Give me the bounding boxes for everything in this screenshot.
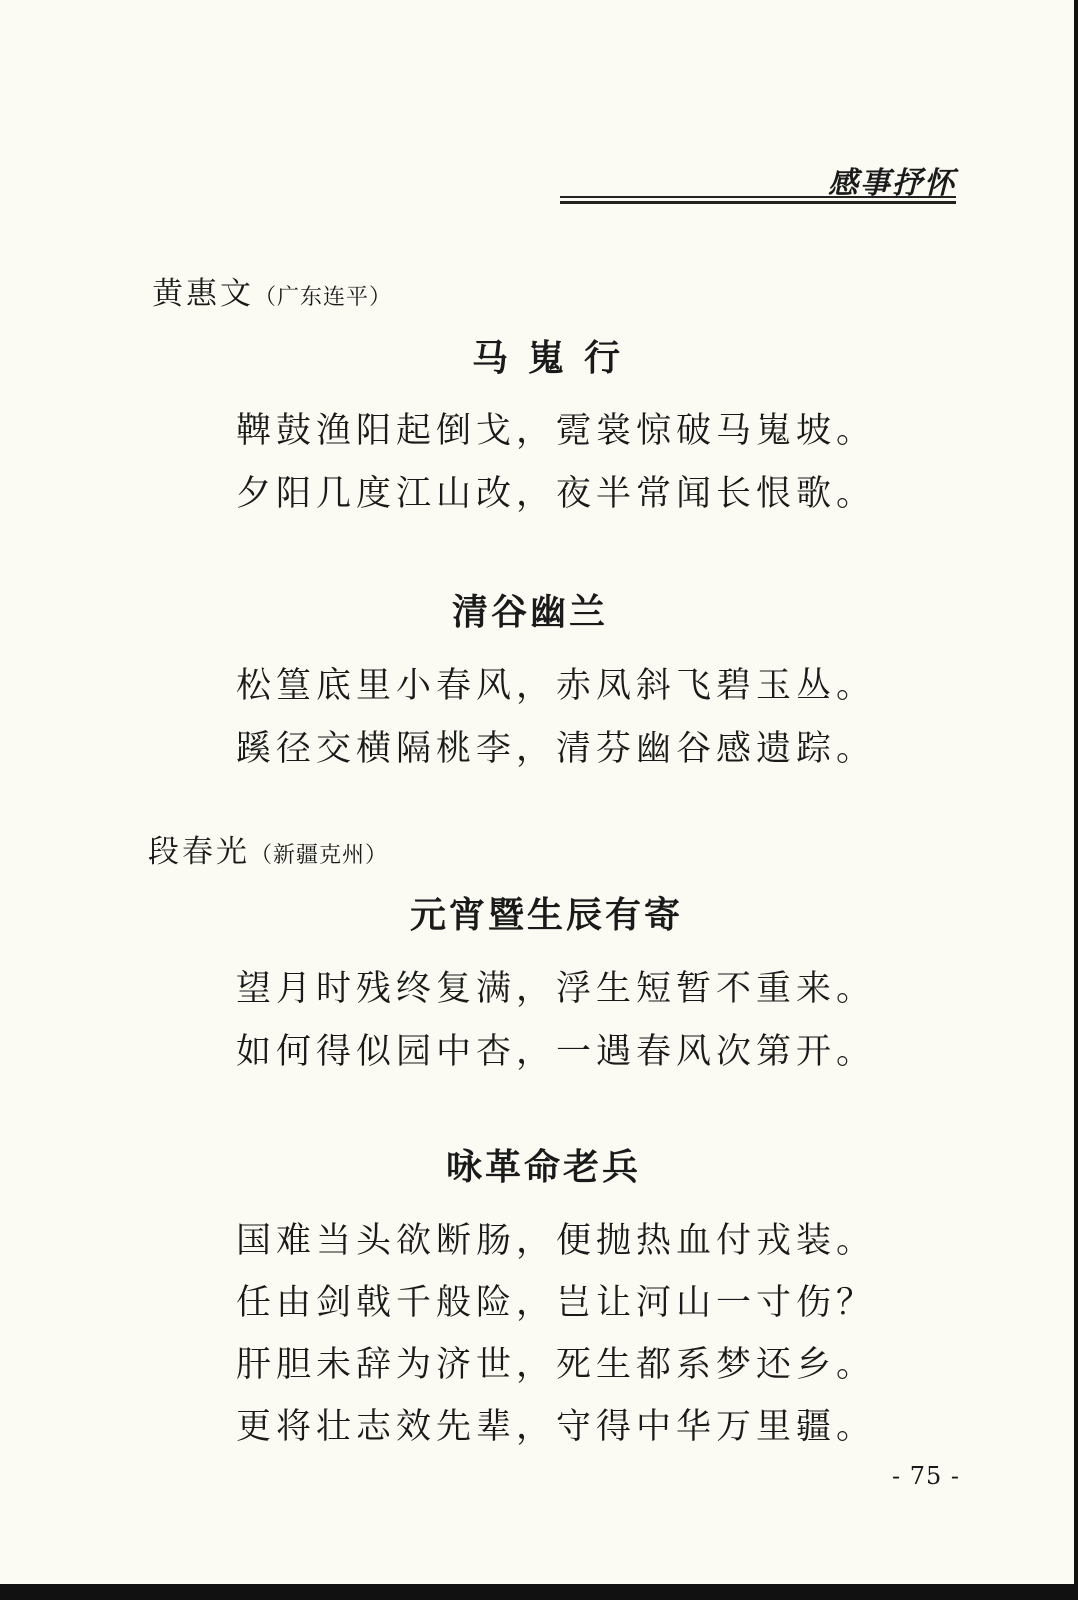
poem-line: 更将壮志效先辈，守得中华万里疆。: [236, 1407, 877, 1447]
poem-line: 肝胆未辞为济世，死生都系梦还乡。: [236, 1345, 877, 1385]
header-rule: [560, 196, 956, 198]
poem-line: 夕阳几度江山改，夜半常闻长恨歌。: [236, 474, 877, 514]
poem-line: 松篁底里小春风，赤凤斜飞碧玉丛。: [236, 666, 877, 706]
poet-name: 段春光: [148, 834, 250, 870]
header-rule-thick: [560, 201, 956, 204]
poem-line: 任由剑戟千般险，岂让河山一寸伤？: [236, 1283, 877, 1323]
poem-line: 国难当头欲断肠，便抛热血付戎装。: [236, 1221, 877, 1261]
page-number: - 75 -: [892, 1462, 961, 1490]
scan-edge-right: [1074, 0, 1078, 1600]
poem-title: 咏革命老兵: [446, 1146, 642, 1188]
poet-name-2: [148, 826, 388, 871]
poem-title: 马嵬行: [472, 337, 641, 379]
poem-line: 如何得似园中杏，一遇春风次第开。: [236, 1032, 877, 1072]
poem-title: 清谷幽兰: [452, 591, 609, 633]
poet-origin: （新疆克州）: [250, 843, 389, 868]
running-head: 感事抒怀: [828, 166, 956, 201]
scan-edge-bottom: [0, 1584, 1078, 1600]
poet-name: 黄惠文: [152, 276, 254, 312]
poem-line: 鞞鼓渔阳起倒戈，霓裳惊破马嵬坡。: [236, 411, 877, 451]
poem-line: 蹊径交横隔桃李，清芬幽谷感遗踪。: [236, 729, 877, 769]
poem-line: 望月时残终复满，浮生短暂不重来。: [236, 969, 877, 1009]
poet-origin: （广东连平）: [254, 285, 393, 310]
poet-name-1: [152, 268, 392, 313]
poem-title: 元宵暨生辰有寄: [410, 894, 684, 936]
